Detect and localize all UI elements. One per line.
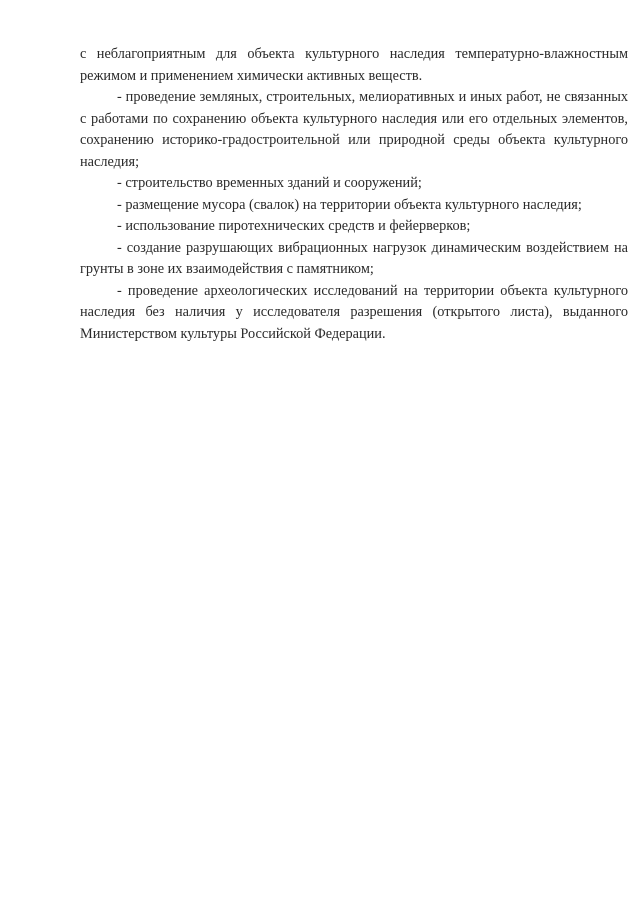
list-item-temporary-buildings: - строительство временных зданий и сооружений; bbox=[117, 175, 422, 191]
paragraph-continuation: с неблагоприятным для объекта культурного наследия температурно-влажностным режимом и применением химически активных веществ. bbox=[80, 46, 628, 84]
list-item-vibration-loads: - создание разрушающих вибрационных нагрузок динамическим воздействием на грунты в зоне их взаимодействия с памятником; bbox=[80, 239, 628, 277]
list-item-earthworks: - проведение земляных, строительных, мелиоративных и иных работ, не связанных с работами по сохранению объекта культурного наследия или его отдельных элементов, сохранению историко-градостроительной или природной среды объекта культурного наследия; bbox=[80, 89, 628, 170]
list-item-waste-dumps: - размещение мусора (свалок) на территории объекта культурного наследия; bbox=[117, 196, 582, 213]
list-item-archaeological-research: - проведение археологических исследований на территории объекта культурного наследия без наличия у исследователя разрешения (открытого листа), выданного Министерством культуры Российской Федерации. bbox=[80, 282, 628, 342]
document-body bbox=[80, 44, 628, 345]
list-item-pyrotechnics: - использование пиротехнических средств и фейерверков; bbox=[117, 218, 471, 234]
